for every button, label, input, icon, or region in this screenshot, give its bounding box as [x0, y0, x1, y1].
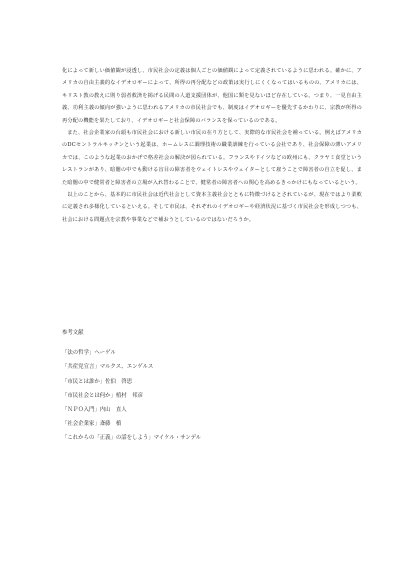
reference-item: 「市民とは誰か」佐伯 啓思 [62, 378, 133, 385]
references-section [62, 326, 342, 446]
paragraph-1: 化によって新しい価値観が浸透し、市民社会の定義は個人ごとの価値観によって定義されているように思われる。確かに、アメリカの自由主義的なイデオロギーによって、所得の再分配などの政策は実行しにくくなってはいるものの、アメリカには、キリスト教の教えに則り弱者救済を掲げる民間の人道支援団体が、他国に類を見ないほど存在している。つまり、一見自由主義、功利主義の傾向が強いように思われるアメリカの市民社会でも、制度はイデオロギーを優先するかわりに、宗教が所得の再分配の機能を果たしており、イデオロギーと社会保障のバランスを保っているのである。 [62, 68, 362, 124]
reference-item: 「法の哲学」ヘーゲル [62, 350, 116, 357]
references-list [62, 346, 342, 445]
paragraph-3: 以上のことから、基本的に市民社会は近代社会として資本主義社会とともに特徴づけるとされているが、現在ではより柔軟に定義され多様化しているといえる。そして市民は、それぞれのイデオロギーや経済状況に基づく市民社会を形成しつつも、社会における問題点を宗教や事業などで補おうとしているのではないだろうか。 [62, 192, 362, 223]
essay-body [62, 65, 362, 226]
reference-item: 「市民社会とは何か」植村 邦彦 [62, 392, 143, 399]
reference-item: 「社会企業家」斎藤 槙 [62, 421, 122, 428]
reference-item: 「共産党宣言」マルクス、エンゲルス [62, 364, 154, 371]
reference-item: 「ＮＰＯ入門」内山 直人 [62, 407, 127, 414]
paragraph-2: また、社会企業家の台頭も市民社会における新しい市民の在り方として、実際的な市民社会を補っている。例えばアメリカのDCセントラルキッチンという起業は、ホームレスに調理技術の職業訓練を行っている会社であり、社会保障の薄いアメリカでは、このような起業のおかげで格差社会の解決が図られている。フランスやドイツなどの欧州にも、クラヤミ食堂というレストランがあり、暗闇の中でも動ける盲目の障害者をウェイトレスやウェイターとして雇うことで障害者の自立を促し、また暗闇の中で健常者と障害者の立場が入れ替わることで、健常者の障害者への関心を高めるきっかけにもなっているという。 [62, 130, 362, 186]
references-heading: 参考文献 [62, 330, 84, 336]
reference-item: 「これからの「正義」の話をしよう」マイケル・サンデル [62, 435, 202, 442]
